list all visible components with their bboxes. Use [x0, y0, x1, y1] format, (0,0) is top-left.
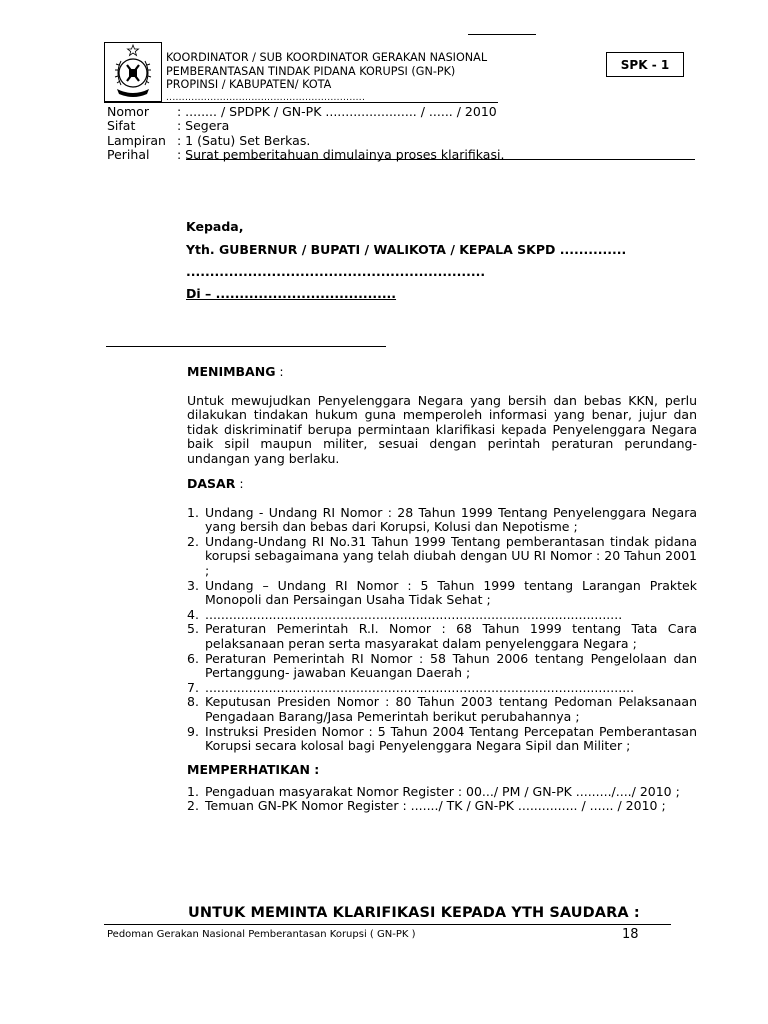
meta-row-sifat: [107, 119, 504, 133]
addressee-kepada: Kepada,: [186, 219, 244, 234]
dasar-list: [187, 506, 697, 754]
meta-label: Nomor: [107, 104, 149, 119]
meta-value: : ........ / SPDPK / GN-PK ....................... / ...... / 2010: [177, 104, 497, 119]
list-text: ............................................................................................................: [205, 679, 635, 695]
memperhatikan-section: [187, 763, 697, 814]
address-divider: [106, 346, 386, 347]
list-number: 3.: [187, 577, 199, 593]
footer-divider: [104, 924, 671, 925]
letterhead-line-3: PROPINSI / KABUPATEN/ KOTA: [166, 78, 332, 91]
menimbang-section: [187, 365, 697, 467]
list-number: 6.: [187, 650, 199, 666]
form-code-badge: SPK - 1: [606, 52, 684, 77]
letterhead-line-4: ...............................................................: [166, 92, 366, 103]
list-text: Pengaduan masyarakat Nomor Register : 00.../ PM / GN-PK ........./..../ 2010 ;: [205, 783, 680, 799]
list-item: [187, 785, 697, 800]
footer-text: Pedoman Gerakan Nasional Pemberantasan Korupsi ( GN-PK ): [107, 929, 416, 940]
list-text: Undang – Undang RI Nomor : 5 Tahun 1999 tentang Larangan Praktek Monopoli dan Persaingan Usaha Tidak Sehat ;: [205, 577, 697, 608]
list-item: [187, 622, 697, 651]
list-number: 4.: [187, 606, 199, 622]
dasar-section: [187, 477, 697, 754]
list-item: [187, 652, 697, 681]
meta-value: : 1 (Satu) Set Berkas.: [177, 132, 311, 148]
dasar-title: DASAR: [187, 476, 236, 491]
letterhead-line-2: PEMBERANTASAN TINDAK PIDANA KORUPSI (GN-PK): [166, 64, 456, 78]
page-number: 18: [622, 927, 639, 942]
list-text: .........................................................................................................: [205, 606, 623, 622]
list-number: 8.: [187, 694, 199, 710]
list-text: Undang - Undang RI Nomor : 28 Tahun 1999 Tentang Penyelenggara Negara yang bersih dan bebas dari Korupsi, Kolusi dan Nepotisme ;: [205, 504, 697, 535]
list-text: Undang-Undang RI No.31 Tahun 1999 Tentang pemberantasan tindak pidana korupsi sebagaimana yang telah diubah dengan UU RI Nomor : 20 Tahun 2001 ;: [205, 533, 697, 578]
list-item: [187, 506, 697, 535]
list-number: 1.: [187, 504, 199, 520]
closing-heading: UNTUK MEMINTA KLARIFIKASI KEPADA YTH SAUDARA :: [188, 905, 640, 921]
list-item: [187, 725, 697, 754]
menimbang-colon: :: [275, 364, 284, 379]
header-divider: [104, 102, 498, 103]
letterhead-line-1: KOORDINATOR / SUB KOORDINATOR GERAKAN NASIONAL: [166, 51, 488, 64]
addressee-yth: Yth. GUBERNUR / BUPATI / WALIKOTA / KEPALA SKPD ..............: [186, 242, 627, 257]
perihal-underline: [186, 159, 695, 160]
list-item: [187, 681, 697, 696]
meta-row-lampiran: [107, 134, 504, 148]
list-item: [187, 535, 697, 579]
memperhatikan-list: [187, 785, 697, 814]
addressee-dots: ...............................................................: [186, 264, 486, 279]
list-number: 1.: [187, 783, 199, 799]
list-item: [187, 695, 697, 724]
addressee-di: Di – ......................................: [186, 286, 397, 301]
letter-meta: [107, 105, 504, 162]
menimbang-title: MENIMBANG: [187, 364, 276, 379]
list-text: Temuan GN-PK Nomor Register : ......./ TK / GN-PK ............... / ...... / 2010 ;: [205, 798, 666, 814]
meta-label: Perihal: [107, 146, 150, 162]
list-text: Keputusan Presiden Nomor : 80 Tahun 2003 tentang Pedoman Pelaksanaan Pengadaan Barang/Jasa Pemerintah berikut perubahannya ;: [205, 694, 697, 724]
list-item: [187, 799, 697, 814]
list-text: Peraturan Pemerintah RI Nomor : 58 Tahun 2006 tentang Pengelolaan dan Pertanggung- jawaban Keuangan Daerah ;: [205, 650, 697, 681]
list-item: [187, 579, 697, 608]
meta-label: Sifat: [107, 118, 136, 134]
letterhead: [166, 51, 487, 105]
top-rule: [468, 34, 536, 35]
list-number: 5.: [187, 621, 199, 637]
dasar-colon: :: [235, 476, 244, 491]
list-text: Peraturan Pemerintah R.I. Nomor : 68 Tahun 1999 tentang Tata Cara pelaksanaan peran serta masyarakat dalam penyelenggara Negara ;: [205, 621, 697, 651]
memperhatikan-title: MEMPERHATIKAN :: [187, 762, 320, 777]
gnpk-logo: [104, 42, 162, 102]
list-number: 9.: [187, 723, 199, 739]
meta-value: : Segera: [177, 118, 230, 134]
list-number: 2.: [187, 533, 199, 549]
meta-row-perihal: [107, 148, 504, 162]
meta-row-nomor: [107, 105, 504, 119]
list-number: 7.: [187, 679, 199, 695]
menimbang-text: Untuk mewujudkan Penyelenggara Negara yang bersih dan bebas KKN, perlu dilakukan tindakan hukum guna memperoleh informasi yang benar, jujur dan tidak diskriminatif berupa permintaan klarifikasi kepada Penyelenggara Negara baik sipil maupun militer, sesuai dengan perintah peraturan perundang-undangan yang berlaku.: [187, 392, 697, 466]
list-number: 2.: [187, 798, 199, 814]
meta-label: Lampiran: [107, 132, 166, 148]
list-item: [187, 608, 697, 623]
meta-value: : Surat pemberitahuan dimulainya proses klarifikasi.: [177, 146, 505, 162]
list-text: Instruksi Presiden Nomor : 5 Tahun 2004 Tentang Percepatan Pemberantasan Korupsi secara kolosal bagi Penyelenggara Negara Sipil dan Militer ;: [205, 723, 697, 754]
